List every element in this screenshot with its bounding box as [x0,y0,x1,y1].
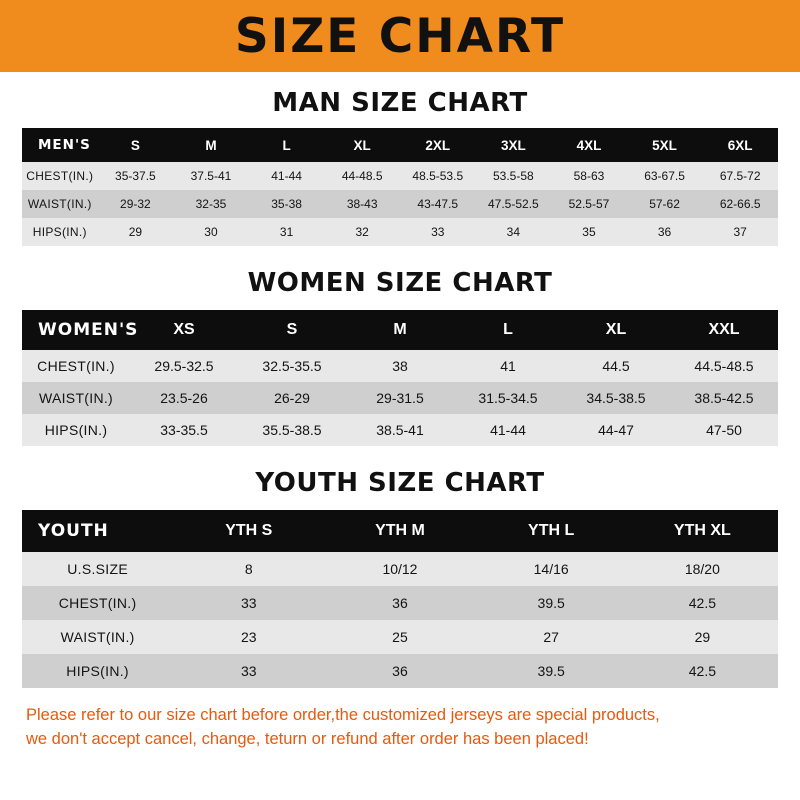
man-header-cell: 4XL [551,128,627,162]
row-label: HIPS(IN.) [22,218,98,246]
women-table-head [22,310,778,350]
women-table-body [22,350,778,446]
women-header-cell: WOMEN'S [22,310,130,350]
women-header-cell: L [454,310,562,350]
footer-note-line-1: Please refer to our size chart before order,the customized jerseys are special products, [26,706,660,724]
youth-header-cell: YTH M [324,510,475,552]
row-label: WAIST(IN.) [22,190,98,218]
table-row [22,382,778,414]
row-label: U.S.SIZE [22,552,173,586]
cell: 35.5-38.5 [238,414,346,446]
cell: 63-67.5 [627,162,703,190]
cell: 42.5 [627,654,778,688]
table-row [22,190,778,218]
content-area [0,72,800,752]
cell: 14/16 [476,552,627,586]
table-row [22,552,778,586]
cell: 31 [249,218,325,246]
cell: 44-47 [562,414,670,446]
cell: 41-44 [249,162,325,190]
cell: 37 [702,218,778,246]
cell: 35 [551,218,627,246]
man-table-body [22,162,778,246]
cell: 29.5-32.5 [130,350,238,382]
cell: 48.5-53.5 [400,162,476,190]
youth-table-body [22,552,778,688]
cell: 33 [400,218,476,246]
cell: 38-43 [324,190,400,218]
cell: 44.5 [562,350,670,382]
cell: 27 [476,620,627,654]
cell: 10/12 [324,552,475,586]
youth-header-cell: YTH XL [627,510,778,552]
cell: 57-62 [627,190,703,218]
women-header-cell: M [346,310,454,350]
man-size-table [22,128,778,246]
table-row [22,350,778,382]
cell: 39.5 [476,586,627,620]
row-label: CHEST(IN.) [22,350,130,382]
cell: 44.5-48.5 [670,350,778,382]
cell: 23.5-26 [130,382,238,414]
women-section-title: WOMEN SIZE CHART [247,268,553,298]
table-header-row [22,310,778,350]
cell: 41-44 [454,414,562,446]
cell: 58-63 [551,162,627,190]
cell: 53.5-58 [476,162,552,190]
man-header-cell: 3XL [476,128,552,162]
cell: 33 [173,654,324,688]
man-header-cell: 6XL [702,128,778,162]
table-row [22,654,778,688]
youth-size-table [22,510,778,688]
cell: 52.5-57 [551,190,627,218]
cell: 39.5 [476,654,627,688]
cell: 35-37.5 [98,162,174,190]
header-banner [0,0,800,72]
man-header-cell: S [98,128,174,162]
cell: 36 [627,218,703,246]
cell: 44-48.5 [324,162,400,190]
women-header-cell: XXL [670,310,778,350]
cell: 38.5-42.5 [670,382,778,414]
man-header-cell: L [249,128,325,162]
cell: 29-32 [98,190,174,218]
man-header-cell: MEN'S [22,128,98,162]
man-header-cell: 5XL [627,128,703,162]
youth-table-head [22,510,778,552]
cell: 23 [173,620,324,654]
man-table-head [22,128,778,162]
row-label: HIPS(IN.) [22,414,130,446]
man-header-cell: M [173,128,249,162]
cell: 25 [324,620,475,654]
table-row [22,586,778,620]
youth-header-cell: YTH L [476,510,627,552]
cell: 31.5-34.5 [454,382,562,414]
table-row [22,218,778,246]
cell: 47-50 [670,414,778,446]
cell: 42.5 [627,586,778,620]
page-title-wrap [0,0,800,72]
man-header-cell: XL [324,128,400,162]
cell: 29 [98,218,174,246]
cell: 26-29 [238,382,346,414]
women-header-cell: S [238,310,346,350]
cell: 41 [454,350,562,382]
cell: 38.5-41 [346,414,454,446]
cell: 43-47.5 [400,190,476,218]
man-header-cell: 2XL [400,128,476,162]
cell: 35-38 [249,190,325,218]
cell: 30 [173,218,249,246]
cell: 62-66.5 [702,190,778,218]
row-label: WAIST(IN.) [22,620,173,654]
women-header-cell: XS [130,310,238,350]
cell: 29 [627,620,778,654]
women-header-cell: XL [562,310,670,350]
cell: 29-31.5 [346,382,454,414]
row-label: CHEST(IN.) [22,586,173,620]
cell: 67.5-72 [702,162,778,190]
cell: 32 [324,218,400,246]
cell: 36 [324,586,475,620]
cell: 34 [476,218,552,246]
cell: 37.5-41 [173,162,249,190]
row-label: CHEST(IN.) [22,162,98,190]
table-row [22,414,778,446]
youth-section-title: YOUTH SIZE CHART [255,468,545,498]
footer-note [22,704,778,752]
cell: 38 [346,350,454,382]
table-row [22,620,778,654]
man-section-title: MAN SIZE CHART [272,88,528,118]
table-row [22,162,778,190]
footer-note-line-2: we don't accept cancel, change, teturn or refund after order has been placed! [26,729,589,748]
page-title: SIZE CHART [213,13,587,60]
cell: 33-35.5 [130,414,238,446]
cell: 47.5-52.5 [476,190,552,218]
cell: 18/20 [627,552,778,586]
cell: 32.5-35.5 [238,350,346,382]
cell: 36 [324,654,475,688]
table-header-row [22,510,778,552]
cell: 33 [173,586,324,620]
youth-header-cell: YOUTH [22,510,173,552]
table-header-row [22,128,778,162]
row-label: WAIST(IN.) [22,382,130,414]
cell: 34.5-38.5 [562,382,670,414]
cell: 8 [173,552,324,586]
cell: 32-35 [173,190,249,218]
women-size-table [22,310,778,446]
row-label: HIPS(IN.) [22,654,173,688]
youth-header-cell: YTH S [173,510,324,552]
